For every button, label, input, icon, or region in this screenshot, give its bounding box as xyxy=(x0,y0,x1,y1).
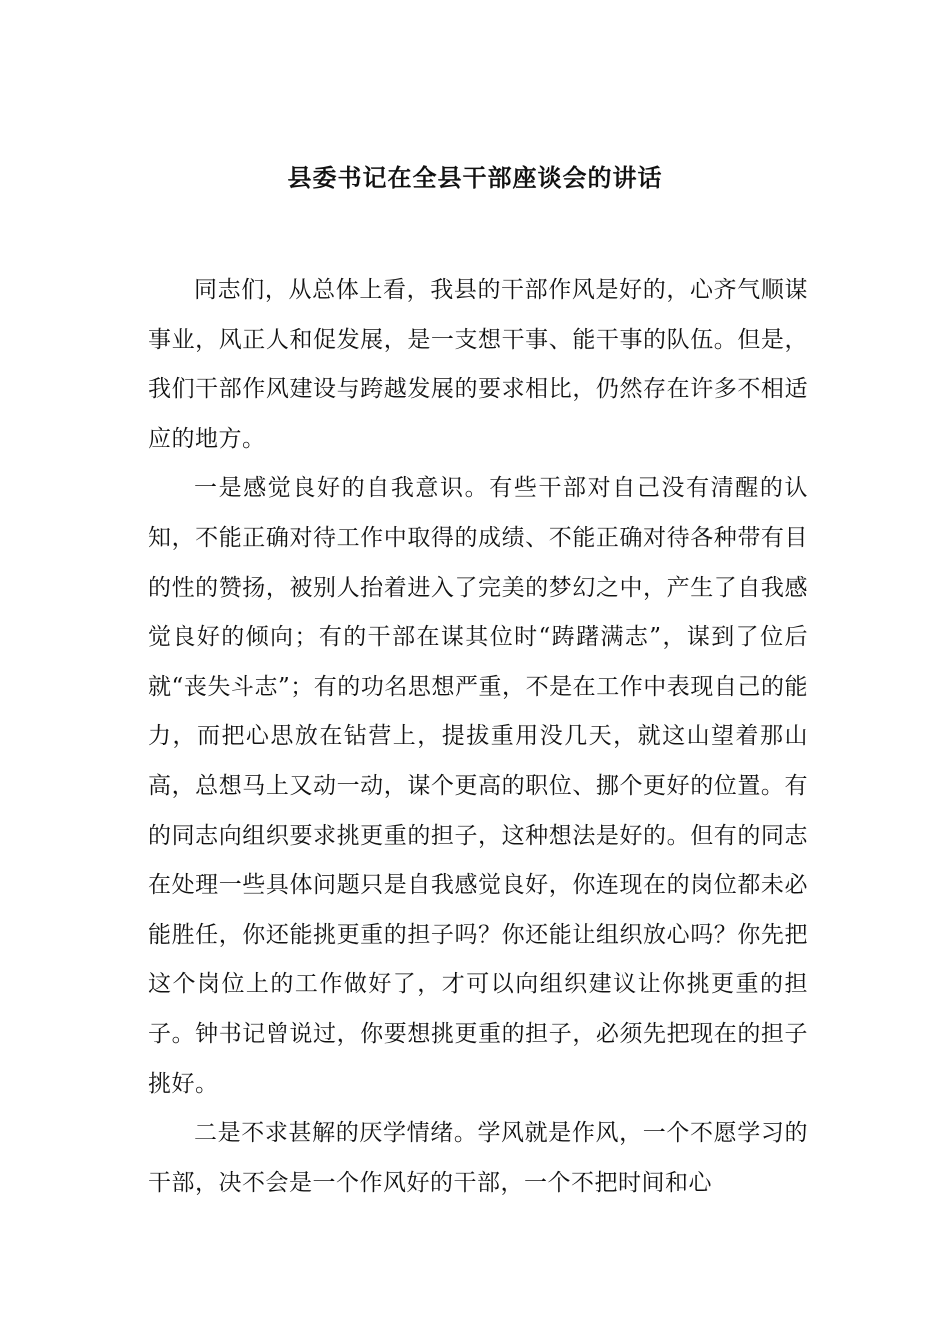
document-title: 县委书记在全县干部座谈会的讲话 xyxy=(287,163,663,192)
document-body xyxy=(148,266,808,1208)
paragraph-point-two: 二是不求甚解的厌学情绪。学风就是作风，一个不愿学习的干部，决不会是一个作风好的干部，一个不把时间和心 xyxy=(148,1120,808,1196)
paragraph-intro: 同志们，从总体上看，我县的干部作风是好的，心齐气顺谋事业，风正人和促发展，是一支想干事、能干事的队伍。但是，我们干部作风建设与跨越发展的要求相比，仍然存在许多不相适应的地方。 xyxy=(148,277,808,452)
paragraph-point-one: 一是感觉良好的自我意识。有些干部对自己没有清醒的认知，不能正确对待工作中取得的成绩、不能正确对待各种带有目的性的赞扬，被别人抬着进入了完美的梦幻之中，产生了自我感觉良好的倾向；有的干部在谋其位时“踌躇满志”，谋到了位后就“丧失斗志”；有的功名思想严重，不是在工作中表现自己的能力，而把心思放在钻营上，提拔重用没几天，就这山望着那山高，总想马上又动一动，谋个更高的职位、挪个更好的位置。有的同志向组织要求挑更重的担子，这种想法是好的。但有的同志在处理一些具体问题只是自我感觉良好，你连现在的岗位都未必能胜任，你还能挑更重的担子吗？你还能让组织放心吗？你先把这个岗位上的工作做好了，才可以向组织建议让你挑更重的担子。钟书记曾说过，你要想挑更重的担子，必须先把现在的担子挑好。 xyxy=(148,475,808,1097)
